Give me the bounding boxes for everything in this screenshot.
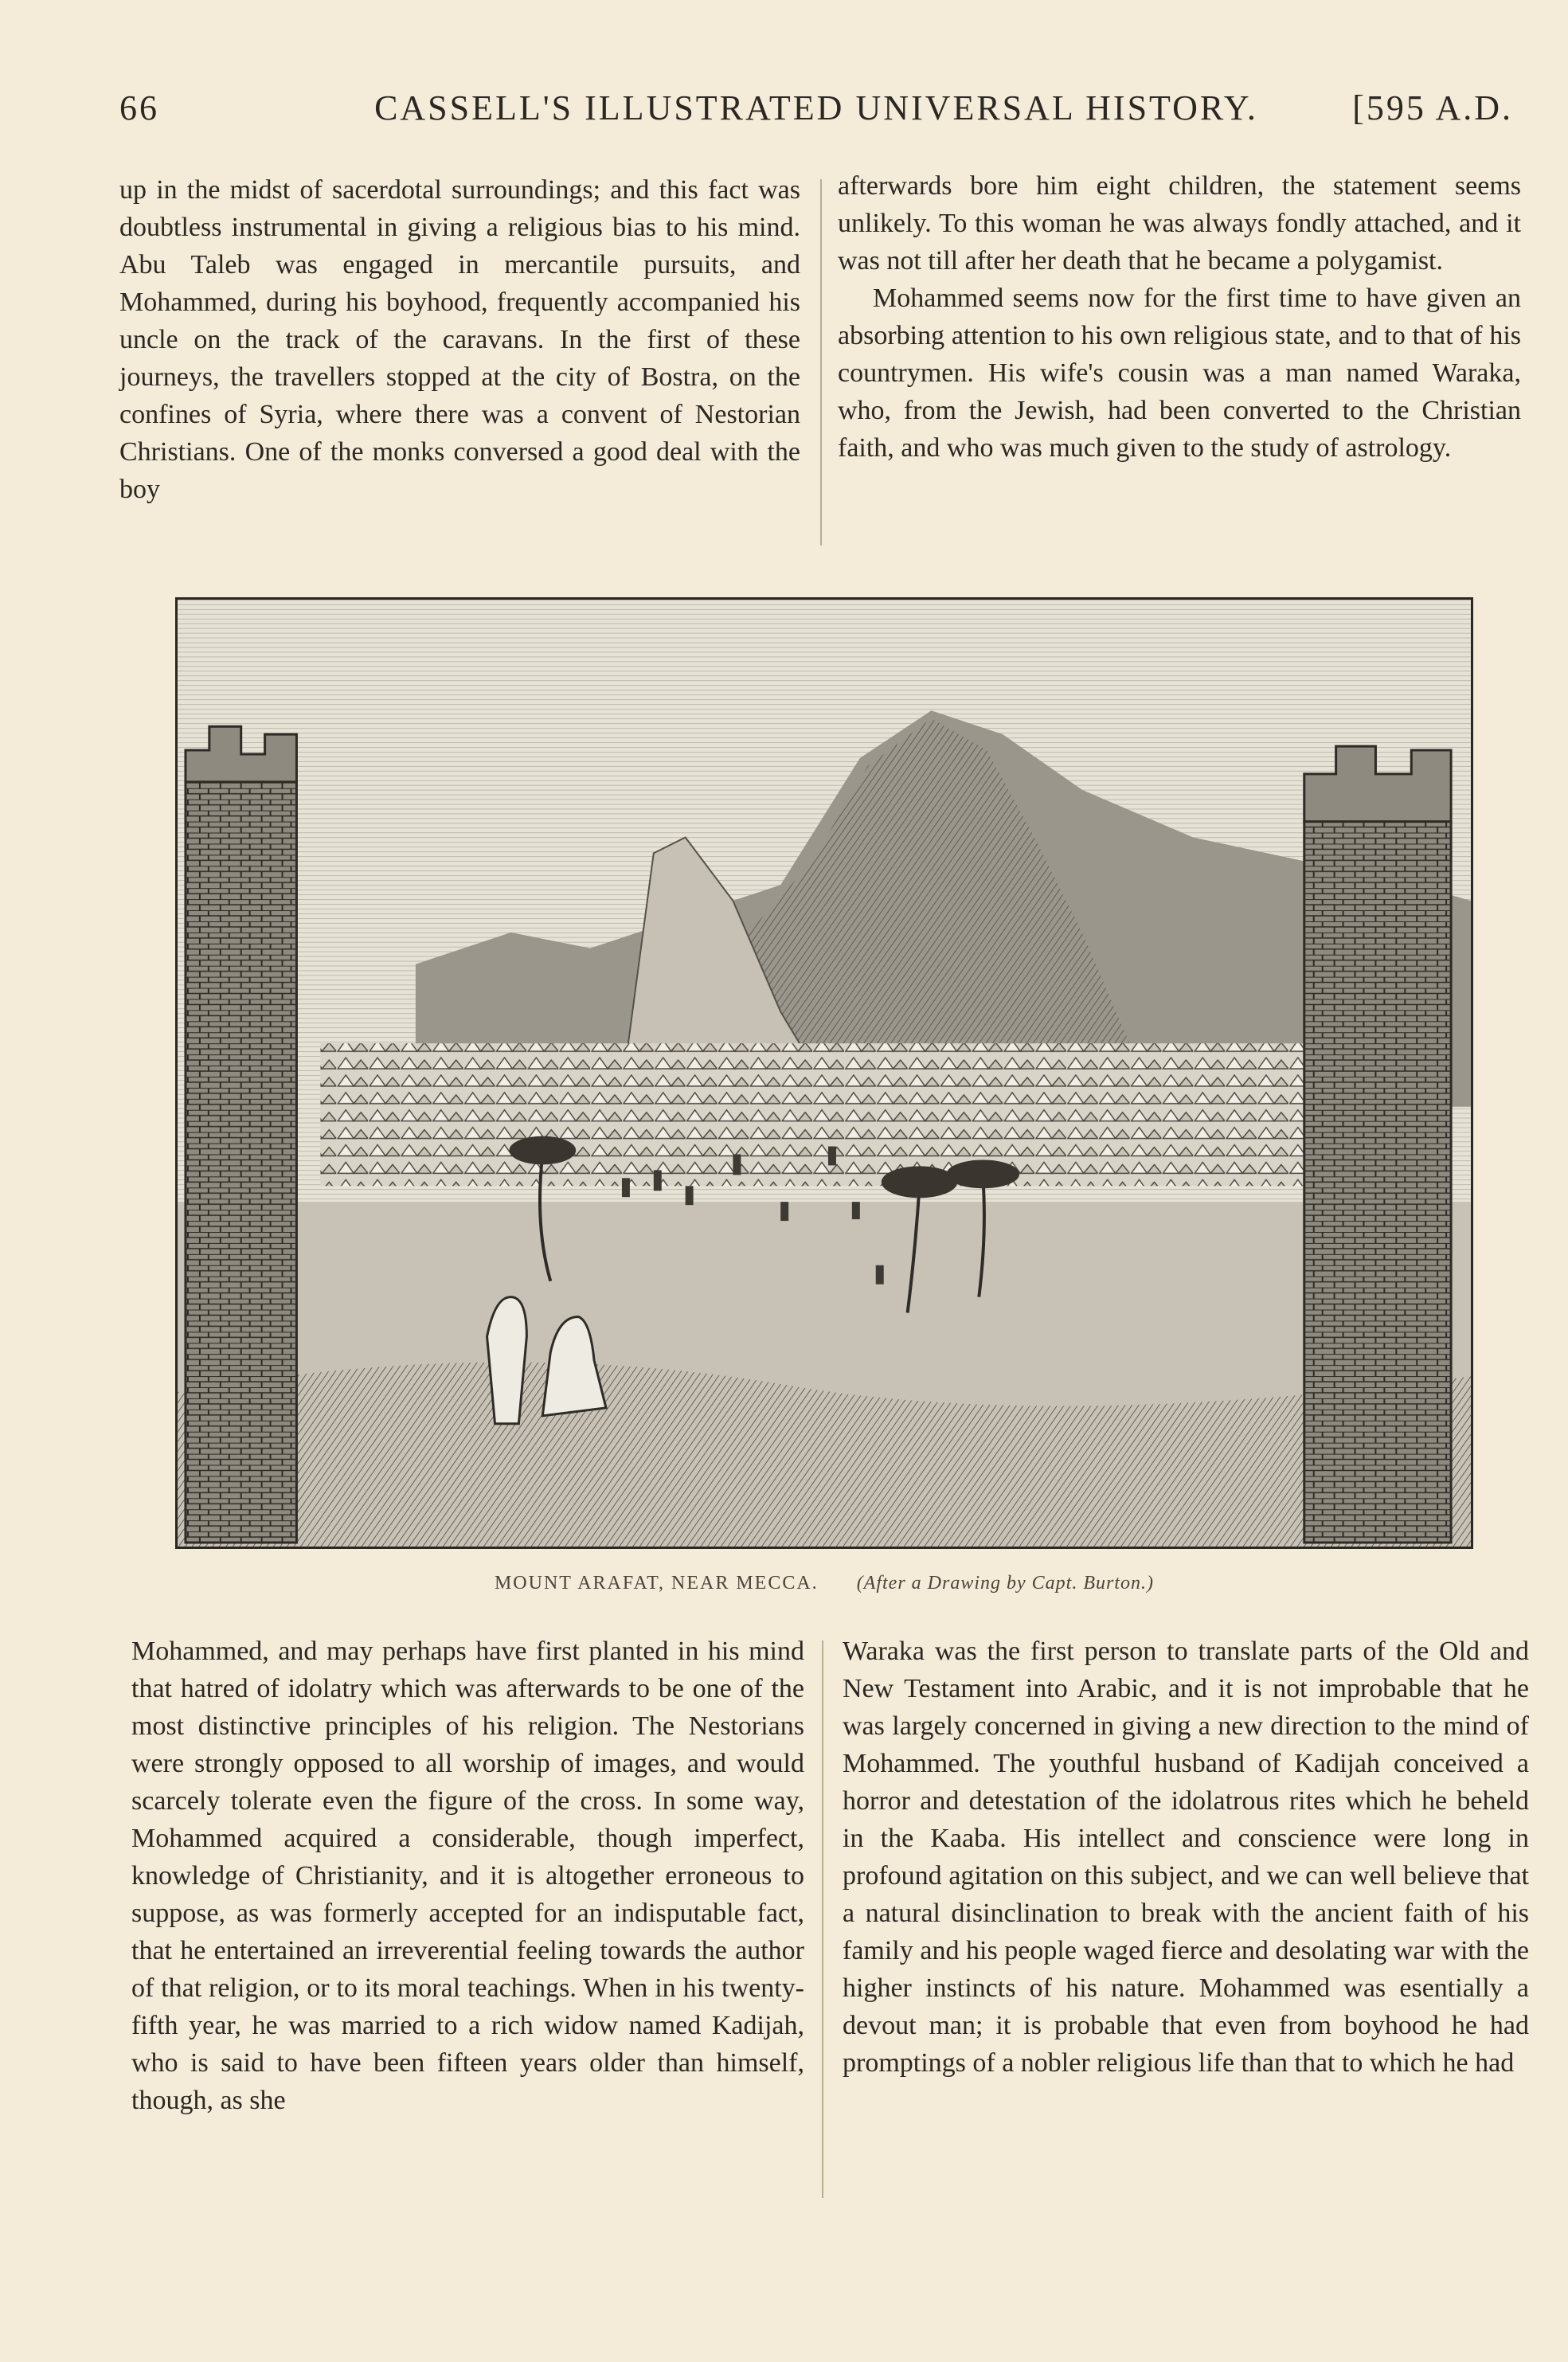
text-column-top-left [119, 171, 800, 508]
column-rule-bottom [822, 1640, 823, 2198]
caption-title: MOUNT ARAFAT, NEAR MECCA. [494, 1573, 819, 1594]
paragraph: Mohammed, and may perhaps have first planted in his mind that hatred of idolatry which was afterwards to be one of the most distinctive principles of his religion. The Nestorians were strongly opposed to all worship of images, and would scarcely tolerate even the figure of the cross. In some way, Mohammed acquired a considerable, though imperfect, knowledge of Christianity, and it is altogether erroneous to suppose, as was formerly accepted for an indisputable fact, that he entertained an irreverential feeling towards the author of that religion, or to its moral teachings. When in his twenty-fifth year, he was married to a rich widow named Kadijah, who is said to have been fifteen years older than himself, though, as she [131, 1637, 804, 2115]
running-title: CASSELL'S ILLUSTRATED UNIVERSAL HISTORY. [374, 88, 1258, 127]
caption-credit: (After a Drawing by Capt. Burton.) [856, 1573, 1155, 1594]
paragraph: Waraka was the first person to translate parts of the Old and New Testament into Arabic, and it is not improbable that he was largely concerned in giving a new direction to the mind of Mohammed. The youthful husband of Kadijah conceived a horror and detestation of the idolatrous rites which he beheld in the Kaaba. His intellect and conscience were long in profound agitation on this subject, and we can well believe that a natural disinclination to break with the ancient faith of his family and his people waged fierce and desolating war with the higher instincts of his nature. Mohammed was esentially a devout man; it is probable that even from boyhood he had promptings of a nobler religious life than that to which he had [843, 1637, 1529, 2078]
page-header [119, 88, 1513, 135]
text-column-bottom-right [843, 1633, 1529, 2082]
paragraph: Mohammed seems now for the first time to have given an absorbing attention to his own religious state, and to that of his countrymen. His wife's cousin was a man named Waraka, who, from the Jewish, had been converted to the Christian faith, and who was much given to the study of astrology. [838, 284, 1521, 463]
paragraph: up in the midst of sacerdotal surroundings; and this fact was doubtless instrumental in giving a religious bias to his mind. Abu Taleb was engaged in mercantile pursuits, and Mohammed, during his boyhood, frequently accompanied his uncle on the track of the caravans. In the first of these journeys, the travellers stopped at the city of Bostra, on the confines of Syria, where there was a convent of Nestorian Christians. One of the monks conversed a good deal with the boy [119, 175, 800, 504]
page-number: 66 [119, 88, 159, 127]
engraving-mount-arafat [175, 597, 1473, 1549]
year-marker: [595 A.D. [1352, 88, 1513, 127]
paragraph: afterwards bore him eight children, the statement seems unlikely. To this woman he was always fondly attached, and it was not till after her death that he became a polygamist. [838, 171, 1521, 276]
figure-caption [175, 1573, 1473, 1594]
text-column-bottom-left [131, 1633, 804, 2119]
engraving-illustration [178, 600, 1471, 1547]
column-rule-top [820, 179, 822, 546]
text-column-top-right [838, 167, 1521, 467]
